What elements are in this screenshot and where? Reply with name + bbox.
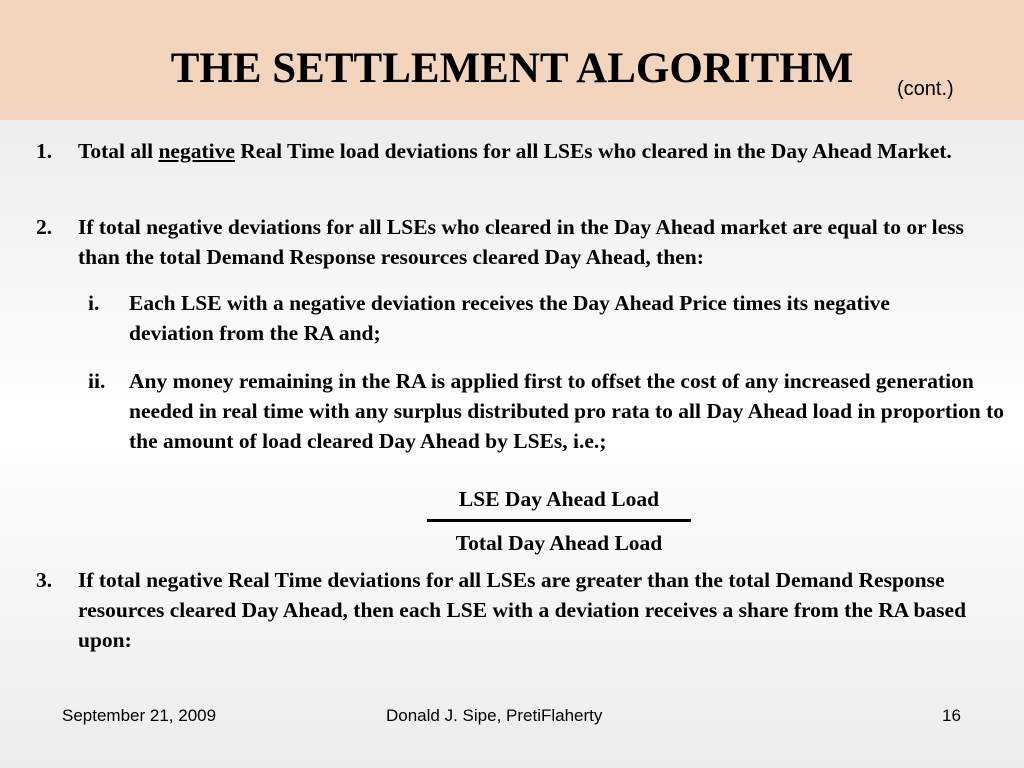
list-item-text: If total negative deviations for all LSEs who cleared in the Day Ahead market are equal to or less than the total Demand Response resources cleared Day Ahead, then: xyxy=(78,215,964,269)
sub-item-number: i. xyxy=(88,291,100,315)
footer-author: Donald J. Sipe, PretiFlaherty xyxy=(386,706,603,725)
sub-item-number: ii. xyxy=(88,369,106,393)
emphasis-negative: negative xyxy=(158,139,235,163)
list-item-text: If total negative Real Time deviations for all LSEs are greater than the total Demand Response resources cleared Day Ahead, then each LSE with a deviation receives a share from the RA based upon: xyxy=(78,568,967,652)
list-item-number: 2. xyxy=(36,215,53,239)
text-segment: Total all xyxy=(78,139,159,163)
slide-subtitle: (cont.) xyxy=(897,78,954,100)
sub-item-text: Each LSE with a negative deviation receives the Day Ahead Price times its negative deviation from the RA and; xyxy=(129,291,890,345)
fraction-numerator: LSE Day Ahead Load xyxy=(458,487,660,511)
list-item-text xyxy=(78,136,978,166)
text-segment: Real Time load deviations for all LSEs who cleared in the Day Ahead Market. xyxy=(234,139,952,163)
list-item-number: 3. xyxy=(36,568,53,592)
footer-page-number: 16 xyxy=(942,706,961,725)
load-fraction xyxy=(418,484,700,558)
fraction-denominator: Total Day Ahead Load xyxy=(455,531,663,555)
sub-item-text: Any money remaining in the RA is applied first to offset the cost of any increased generation needed in real time with any surplus distributed pro rata to all Day Ahead load in proportion to the amount of load cleared Day Ahead by LSEs, i.e.; xyxy=(129,369,1005,453)
list-item-number: 1. xyxy=(36,139,53,163)
footer-date: September 21, 2009 xyxy=(62,706,217,725)
slide-title: THE SETTLEMENT ALGORITHM xyxy=(170,45,854,92)
fraction-bar xyxy=(427,519,691,522)
